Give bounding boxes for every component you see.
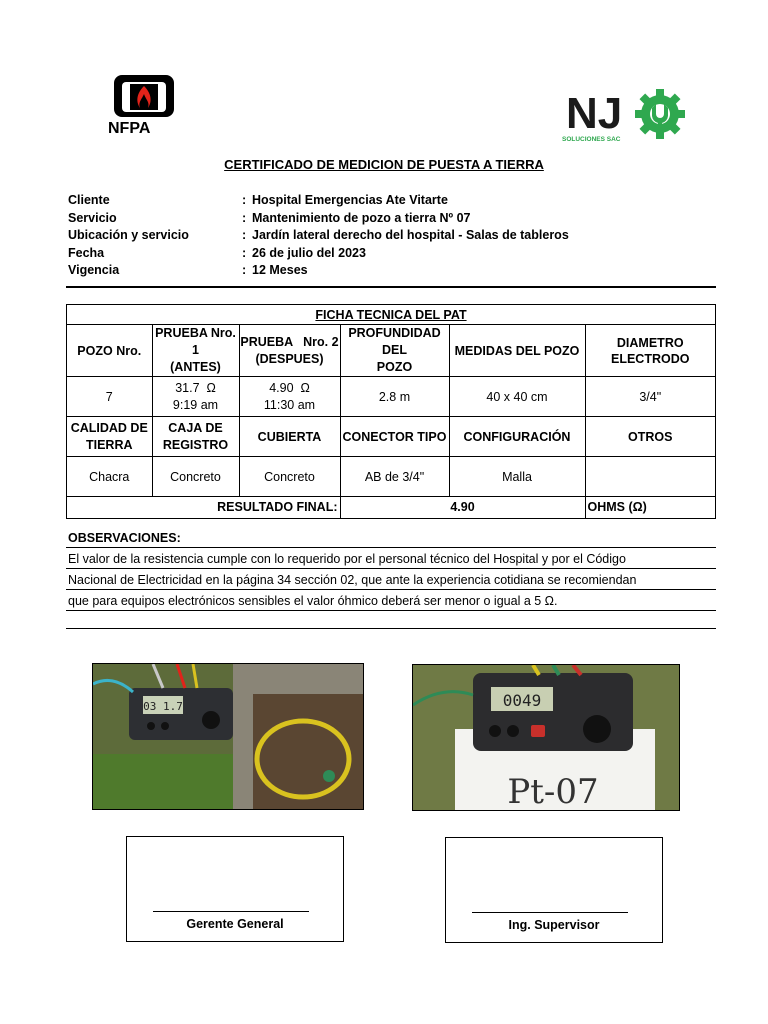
header-prueba-2-sub: (DESPUES)	[255, 351, 324, 366]
value-caja: Concreto	[152, 457, 239, 497]
info-row-fecha	[68, 245, 708, 263]
ficha-grid	[67, 325, 715, 518]
header-prueba-1-sub: (ANTES)	[170, 360, 221, 374]
handwritten-label: Pt-07	[507, 772, 599, 811]
ficha-header-row-2	[67, 417, 715, 457]
value-prueba-1	[152, 377, 239, 417]
photo-meter-initial	[92, 663, 364, 810]
value-configuracion: Malla	[449, 457, 585, 497]
nj-logo-subtext: SOLUCIONES SAC	[562, 136, 621, 142]
header-calidad-sub: TIERRA	[85, 437, 133, 452]
ficha-title: FICHA TECNICA DEL PAT	[67, 305, 715, 325]
header-caja-line: CAJA DE	[168, 420, 223, 435]
nj-soluciones-logo	[562, 86, 690, 142]
obs-rule	[66, 589, 716, 590]
info-value: 26 de julio del 2023	[252, 245, 366, 260]
signature-box-gerente	[126, 836, 344, 942]
value-profundidad: 2.8 m	[340, 377, 449, 417]
info-colon: :	[242, 193, 247, 207]
header-otros: OTROS	[585, 417, 715, 457]
obs-rule	[66, 610, 716, 611]
info-value: 12 Meses	[252, 263, 308, 277]
info-label: Servicio	[68, 210, 117, 225]
signature-box-supervisor	[445, 837, 663, 943]
header-prueba-1	[152, 325, 239, 377]
obs-rule	[66, 628, 716, 629]
value-conector: AB de 3/4"	[340, 457, 449, 497]
signature-line	[472, 912, 628, 913]
info-row-ubicacion	[68, 227, 708, 245]
info-colon: :	[242, 263, 247, 277]
header-profundidad	[340, 325, 449, 377]
info-label: Vigencia	[68, 263, 120, 277]
header-cubierta: CUBIERTA	[239, 417, 340, 457]
meter-display-text: 03 1.7	[143, 700, 183, 713]
info-row-servicio	[68, 210, 708, 228]
info-colon: :	[242, 245, 247, 260]
header-prueba-1-line: PRUEBA Nro. 1	[155, 326, 236, 357]
header-prueba-2	[239, 325, 340, 377]
info-value: Mantenimiento de pozo a tierra Nº 07	[252, 210, 471, 225]
result-label: RESULTADO FINAL:	[67, 497, 340, 518]
nfpa-logo-text: NFPA	[108, 120, 151, 136]
nfpa-logo	[106, 72, 198, 136]
result-value: 4.90	[340, 497, 585, 518]
value-diametro: 3/4"	[585, 377, 715, 417]
header-conector: CONECTOR TIPO	[340, 417, 449, 457]
info-label: Ubicación y servicio	[68, 228, 189, 242]
ficha-tecnica-table	[66, 304, 716, 519]
photo-meter-final	[412, 664, 680, 811]
info-colon: :	[242, 228, 247, 242]
info-label: Cliente	[68, 193, 110, 207]
observacion-line: Nacional de Electricidad en la página 34 sección 02, que ante la experiencia cotidiana se recomiendan	[68, 573, 637, 587]
client-info	[68, 192, 708, 280]
header-calidad	[67, 417, 152, 457]
header-profundidad-sub: POZO	[376, 360, 413, 374]
observaciones-title: OBSERVACIONES:	[68, 531, 181, 545]
signature-line	[153, 911, 309, 912]
header-profundidad-line: PROFUNDIDAD DEL	[348, 326, 441, 357]
value-cubierta: Concreto	[239, 457, 340, 497]
value-pozo: 7	[67, 377, 152, 417]
value-calidad: Chacra	[67, 457, 152, 497]
info-row-vigencia	[68, 262, 708, 280]
nj-logo-text: NJ	[566, 89, 623, 138]
observacion-line: que para equipos electrónicos sensibles el valor óhmico deberá ser menor o igual a 5 Ω.	[68, 594, 558, 608]
document-title: CERTIFICADO DE MEDICION DE PUESTA A TIERRA	[224, 157, 544, 172]
info-label: Fecha	[68, 245, 105, 260]
ficha-values-row	[67, 377, 715, 417]
value-prueba-2-ohms: 4.90 Ω	[269, 380, 310, 395]
header-pozo: POZO Nro.	[67, 325, 152, 377]
value-medidas: 40 x 40 cm	[449, 377, 585, 417]
info-colon: :	[242, 210, 247, 225]
info-value: Hospital Emergencias Ate Vitarte	[252, 193, 448, 207]
result-row	[67, 497, 715, 518]
meter-display-text: 0049	[502, 691, 542, 710]
value-prueba-2	[239, 377, 340, 417]
header-caja-sub: REGISTRO	[162, 437, 229, 452]
ficha-values-row-2	[67, 457, 715, 497]
signature-label: Ing. Supervisor	[508, 918, 600, 932]
divider	[66, 286, 716, 288]
observacion-line: El valor de la resistencia cumple con lo requerido por el personal técnico del Hospital y por el Código	[68, 552, 626, 566]
header-prueba-2-line: PRUEBA Nro. 2	[240, 334, 339, 349]
signature-label: Gerente General	[186, 917, 284, 931]
header-configuracion: CONFIGURACIÓN	[449, 417, 585, 457]
header-diametro: DIAMETRO ELECTRODO	[585, 325, 715, 377]
obs-rule	[66, 547, 716, 548]
info-value: Jardín lateral derecho del hospital - Salas de tableros	[252, 228, 569, 242]
value-prueba-1-ohms: 31.7 Ω	[175, 380, 216, 395]
header-medidas: MEDIDAS DEL POZO	[449, 325, 585, 377]
value-otros	[585, 457, 715, 497]
value-prueba-1-time: 9:19 am	[172, 397, 219, 412]
value-prueba-2-time: 11:30 am	[263, 397, 316, 412]
ficha-header-row	[67, 325, 715, 377]
obs-rule	[66, 568, 716, 569]
header-caja	[152, 417, 239, 457]
header-calidad-line: CALIDAD DE	[70, 420, 148, 435]
info-row-cliente	[68, 192, 708, 210]
result-unit: OHMS (Ω)	[585, 497, 715, 518]
